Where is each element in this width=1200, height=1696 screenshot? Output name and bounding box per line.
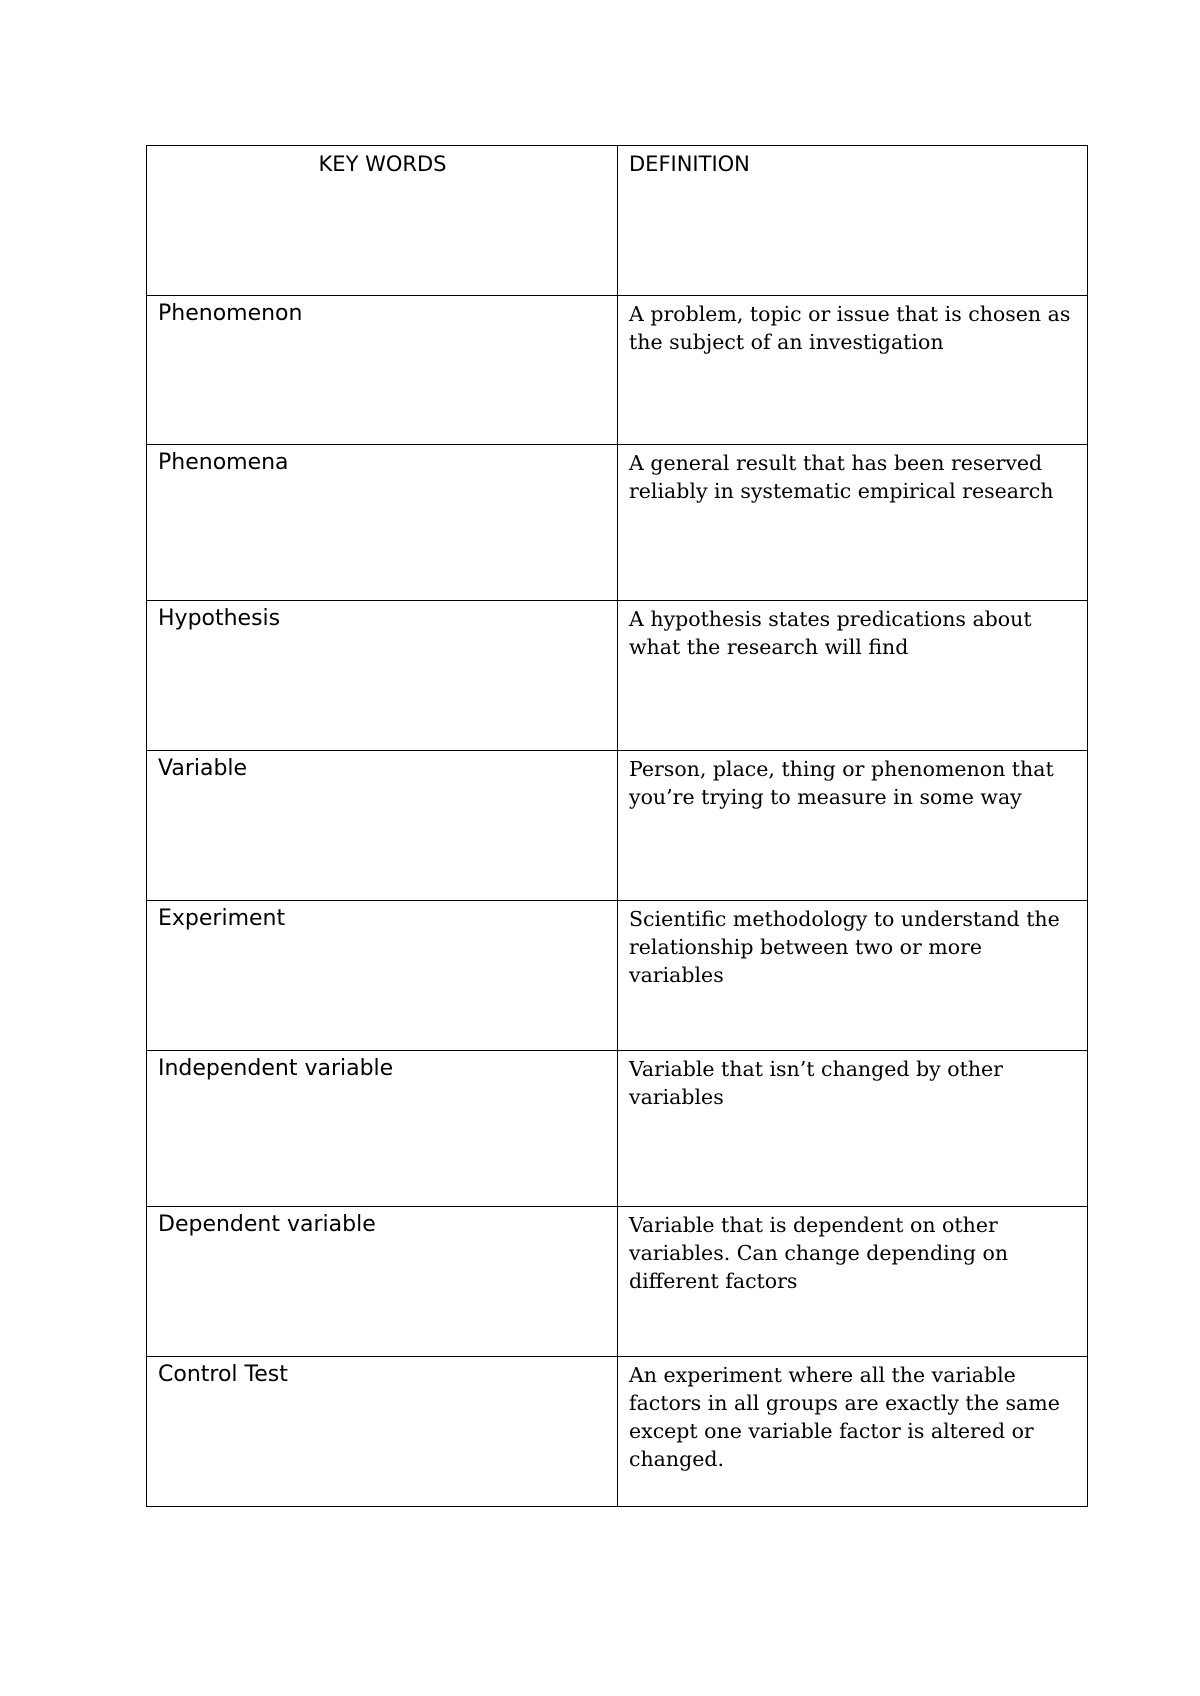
header-row	[147, 146, 1088, 296]
definition-cell	[618, 1357, 1088, 1507]
table-row	[147, 445, 1088, 601]
term-text: Independent variable	[158, 1056, 394, 1081]
term-text: Control Test	[158, 1362, 288, 1387]
definition-text: An experiment where all the variable factors in all groups are exactly the same except one variable factor is altered or changed.	[629, 1363, 1060, 1471]
definition-text: A general result that has been reserved reliably in systematic empirical research	[629, 451, 1054, 503]
table-row	[147, 1207, 1088, 1357]
term-cell	[147, 751, 618, 901]
table-row	[147, 601, 1088, 751]
table-row	[147, 296, 1088, 445]
definition-text: A problem, topic or issue that is chosen as the subject of an investigation	[629, 302, 1071, 354]
definition-header-cell	[618, 146, 1088, 296]
definition-text: A hypothesis states predications about what the research will find	[629, 607, 1032, 659]
definition-cell	[618, 445, 1088, 601]
term-text: Hypothesis	[158, 606, 281, 631]
definition-text: Person, place, thing or phenomenon that you’re trying to measure in some way	[629, 757, 1054, 809]
term-cell	[147, 445, 618, 601]
term-text: Variable	[158, 756, 248, 781]
term-text: Experiment	[158, 906, 286, 931]
definition-cell	[618, 601, 1088, 751]
table-row	[147, 901, 1088, 1051]
definition-text: Variable that is dependent on other variables. Can change depending on different factors	[629, 1213, 1009, 1293]
definition-cell	[618, 751, 1088, 901]
term-cell	[147, 296, 618, 445]
term-text: Phenomena	[158, 450, 289, 475]
definition-cell	[618, 1207, 1088, 1357]
definition-header: DEFINITION	[629, 152, 750, 176]
definition-cell	[618, 1051, 1088, 1207]
term-cell	[147, 1051, 618, 1207]
term-text: Dependent variable	[158, 1212, 376, 1237]
key-words-table	[146, 145, 1088, 1507]
key-words-header: KEY WORDS	[318, 152, 447, 176]
term-cell	[147, 901, 618, 1051]
definition-text: Variable that isn’t changed by other variables	[629, 1057, 1003, 1109]
term-text: Phenomenon	[158, 301, 303, 326]
definition-cell	[618, 901, 1088, 1051]
table-row	[147, 1357, 1088, 1507]
table-row	[147, 1051, 1088, 1207]
definition-cell	[618, 296, 1088, 445]
term-cell	[147, 1207, 618, 1357]
key-words-header-cell	[147, 146, 618, 296]
term-cell	[147, 601, 618, 751]
term-cell	[147, 1357, 618, 1507]
definition-text: Scientific methodology to understand the relationship between two or more variables	[629, 907, 1060, 987]
table-row	[147, 751, 1088, 901]
